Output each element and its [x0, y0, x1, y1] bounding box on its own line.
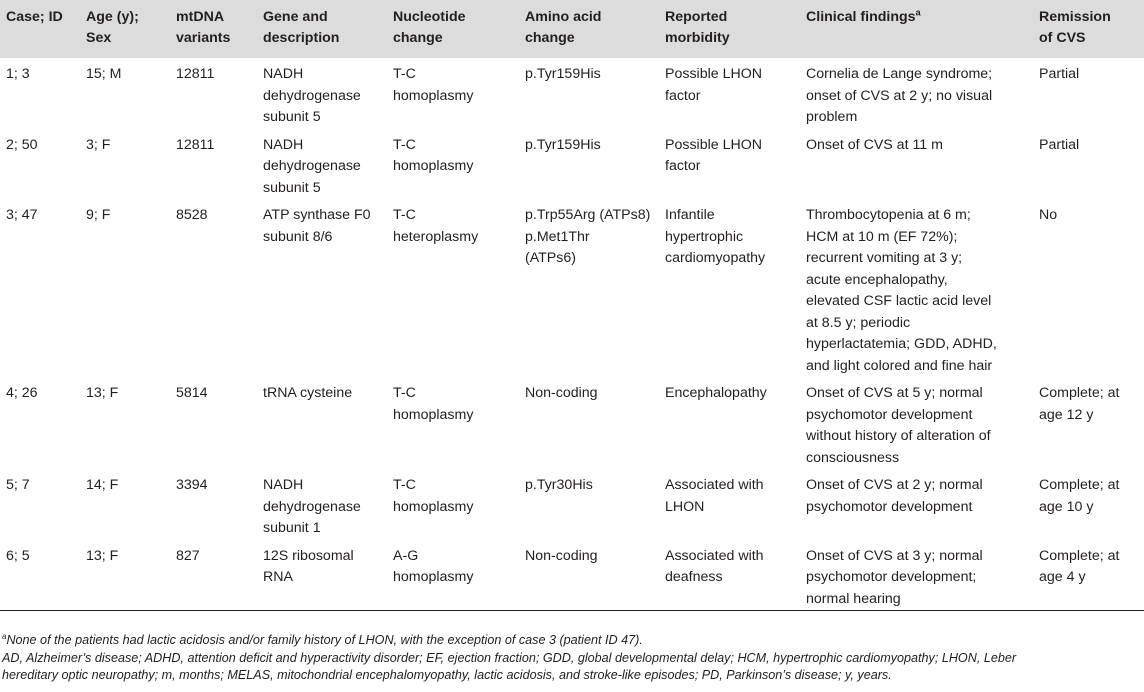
amino-acid-change-cell [519, 469, 659, 540]
mtdna-variant-cell: 5814 [176, 385, 208, 401]
cell-line: Onset of CVS at 11 m [806, 136, 943, 153]
cell-line: cardiomyopathy [665, 250, 766, 266]
cell-line: NADH [263, 136, 304, 153]
reported-morbidity-cell [659, 129, 800, 200]
cell-line: age 12 y [1039, 406, 1094, 423]
column-header-line: Reported [665, 9, 728, 25]
abbreviations-line-1: AD, Alzheimer’s disease; ADHD, attention deficit and hyperactivity disorder; EF, ejection fraction; GDD, global developmental delay; HCM, hypertrophic cardiomyopathy; LHON, Leber [2, 650, 1017, 665]
cell-line: recurrent vomiting at 3 y; [806, 250, 963, 266]
cell-line: No [1039, 207, 1058, 223]
age-sex-cell: 13; F [80, 540, 170, 611]
column-header-text: Clinical findings [806, 9, 916, 25]
column-header [387, 0, 519, 58]
cell-line: factor [665, 87, 701, 104]
clinical-findings-cell [800, 58, 1033, 129]
remission-cell [1033, 377, 1144, 469]
case-id-cell: 4; 26 [6, 385, 38, 401]
cell-line: ATP synthase F0 [263, 207, 371, 223]
column-header-line [806, 7, 1029, 28]
mtdna-variant-cell: 12811 [176, 66, 215, 82]
cell-line: Possible LHON [665, 136, 762, 153]
cell-line: elevated CSF lactic acid level [806, 293, 992, 309]
cell-line: RNA [263, 569, 293, 585]
header-row [0, 0, 1144, 58]
nucleotide-change-cell [387, 377, 519, 469]
cell-line: tRNA cysteine [263, 385, 353, 401]
case-id-cell: 5; 7 [6, 477, 30, 493]
remission-cell [1033, 199, 1144, 377]
gene-description-cell [257, 58, 387, 129]
column-header [1033, 0, 1144, 58]
clinical-findings-cell [800, 129, 1033, 200]
cell-line: (ATPs6) [525, 250, 576, 266]
case-id-cell: 1; 3 [6, 66, 30, 82]
column-header [0, 0, 80, 58]
cell-line: NADH [263, 477, 304, 493]
cell-line: Onset of CVS at 2 y; normal [806, 477, 983, 493]
age-sex-cell: 3; F [86, 136, 111, 153]
reported-morbidity-cell [659, 377, 800, 469]
cell-line: subunit 5 [263, 179, 321, 196]
cell-line: T-C [393, 477, 416, 493]
column-header-line: Remission [1039, 9, 1111, 25]
cell-line: acute encephalopathy, [806, 271, 948, 288]
cell-line: age 4 y [1039, 569, 1086, 585]
cell-line: subunit 5 [263, 109, 321, 125]
footnote-a-marker: a [2, 631, 7, 641]
remission-cell [1033, 129, 1144, 200]
table-header [0, 0, 1144, 58]
cell-line: Cornelia de Lange syndrome; [806, 66, 993, 82]
cell-line: factor [665, 158, 701, 174]
footnote-marker: a [915, 7, 921, 18]
cell-line: psychomotor development [806, 406, 973, 423]
amino-acid-change-cell [519, 58, 659, 129]
age-sex-cell: 15; M [86, 66, 122, 82]
column-header-line: Amino acid [525, 9, 602, 25]
cell-line: Complete; at [1039, 385, 1120, 401]
column-header-line: of CVS [1039, 30, 1086, 46]
cell-line: p.Tyr30His [525, 477, 593, 493]
column-header-line: change [525, 30, 575, 46]
cell-line: age 10 y [1039, 498, 1094, 515]
cell-line: at 8.5 y; periodic [806, 314, 911, 331]
cell-line: homoplasmy [393, 498, 474, 515]
cell-line: problem [806, 109, 858, 125]
cell-line: A-G [393, 547, 419, 564]
cell-line: and light colored and fine hair [806, 357, 993, 374]
column-header-line: description [263, 30, 340, 46]
mtdna-variant-cell: 8528 [176, 207, 208, 223]
cell-line: hyperlactatemia; GDD, ADHD, [806, 336, 997, 352]
cell-line: deafness [665, 569, 723, 585]
nucleotide-change-cell [387, 469, 519, 540]
cell-line: Associated with [665, 547, 764, 564]
nucleotide-change-cell [387, 58, 519, 129]
cell-line: Possible LHON [665, 66, 762, 82]
cell-line: dehydrogenase [263, 158, 361, 174]
gene-description-cell [257, 129, 387, 200]
age-sex-cell: 9; F [86, 207, 111, 223]
nucleotide-change-cell [387, 540, 519, 611]
table-row [0, 58, 1144, 129]
cell-line: Non-coding [525, 547, 598, 564]
abbreviations-line-2: hereditary optic neuropathy; m, months; MELAS, mitochondrial encephalomyopathy, lactic acidosis, and stroke-like episodes; PD, Parkinson’s disease; y, years. [2, 668, 892, 682]
table-row [0, 377, 1144, 469]
column-header-line: variants [176, 30, 231, 46]
cell-line: p.Tyr159His [525, 66, 601, 82]
gene-description-cell [257, 377, 387, 469]
column-header [659, 0, 800, 58]
column-header-line: Nucleotide [393, 9, 466, 25]
amino-acid-change-cell [519, 129, 659, 200]
cell-line: Onset of CVS at 5 y; normal [806, 385, 983, 401]
cell-line: homoplasmy [393, 158, 474, 174]
column-header-line: Age (y); [86, 9, 139, 25]
cell-line: Onset of CVS at 3 y; normal [806, 547, 983, 564]
cell-line: dehydrogenase [263, 87, 361, 104]
cell-line: T-C [393, 136, 416, 153]
reported-morbidity-cell [659, 540, 800, 611]
age-sex-cell: 13; F [86, 385, 119, 401]
nucleotide-change-cell [387, 199, 519, 377]
reported-morbidity-cell [659, 199, 800, 377]
cell-line: Non-coding [525, 385, 598, 401]
mtdna-variant-cell: 827 [170, 540, 257, 611]
column-header-line: morbidity [665, 30, 730, 46]
column-header-line: Gene and [263, 9, 328, 25]
gene-description-cell [257, 540, 387, 611]
clinical-findings-cell [800, 377, 1033, 469]
column-header-line: mtDNA [176, 9, 225, 25]
clinical-findings-cell [800, 199, 1033, 377]
cell-line: Thrombocytopenia at 6 m; [806, 207, 971, 223]
remission-cell [1033, 540, 1144, 611]
cell-line: homoplasmy [393, 87, 474, 104]
cell-line: homoplasmy [393, 569, 474, 585]
cell-line: 12S ribosomal [263, 547, 354, 564]
table-row [0, 469, 1144, 540]
cell-line: T-C [393, 66, 416, 82]
cell-line: psychomotor development; [806, 569, 977, 585]
column-header [257, 0, 387, 58]
column-header [80, 0, 170, 58]
table-row [0, 199, 1144, 377]
table-body [0, 58, 1144, 611]
cell-line: Associated with [665, 477, 764, 493]
reported-morbidity-cell [659, 58, 800, 129]
footnote-a-text: None of the patients had lactic acidosis and/or family history of LHON, with the exception of case 3 (patient ID 47). [6, 633, 643, 647]
column-header-line: Case; ID [6, 9, 63, 25]
reported-morbidity-cell [659, 469, 800, 540]
column-header-line: change [393, 30, 443, 46]
amino-acid-change-cell [519, 540, 659, 611]
column-header [800, 0, 1033, 58]
cell-line: heteroplasmy [393, 228, 479, 245]
clinical-findings-cell [800, 469, 1033, 540]
gene-description-cell [257, 199, 387, 377]
cell-line: dehydrogenase [263, 498, 361, 515]
table-footnotes [2, 632, 1142, 685]
footnote-a [2, 632, 1142, 650]
age-sex-cell: 14; F [86, 477, 119, 493]
cell-line: onset of CVS at 2 y; no visual [806, 87, 993, 104]
case-id-cell: 2; 50 [6, 136, 38, 153]
cell-line: Partial [1039, 136, 1080, 153]
column-header [170, 0, 257, 58]
cell-line: Infantile [665, 207, 715, 223]
cell-line: p.Tyr159His [525, 136, 601, 153]
cell-line: Complete; at [1039, 547, 1120, 564]
cell-line: HCM at 10 m (EF 72%); [806, 228, 958, 245]
remission-cell [1033, 469, 1144, 540]
cell-line: p.Trp55Arg (ATPs8) [525, 207, 651, 223]
column-header-line: Sex [86, 30, 112, 46]
cell-line: subunit 1 [263, 520, 321, 536]
case-id-cell: 6; 5 [0, 540, 80, 611]
cell-line: consciousness [806, 449, 900, 466]
cell-line: homoplasmy [393, 406, 474, 423]
cell-line: Encephalopathy [665, 385, 767, 401]
gene-description-cell [257, 469, 387, 540]
remission-cell [1033, 58, 1144, 129]
nucleotide-change-cell [387, 129, 519, 200]
mtdna-variant-cell: 12811 [176, 136, 215, 153]
cell-line: psychomotor development [806, 498, 973, 515]
table-row [0, 129, 1144, 200]
cell-line: Complete; at [1039, 477, 1120, 493]
clinical-findings-cell [800, 540, 1033, 611]
cell-line: normal hearing [806, 590, 901, 607]
cell-line: without history of alteration of [806, 428, 991, 444]
cell-line: Partial [1039, 66, 1080, 82]
cell-line: T-C [393, 385, 416, 401]
cell-line: NADH [263, 66, 304, 82]
amino-acid-change-cell [519, 199, 659, 377]
mtdna-variant-cell: 3394 [176, 477, 208, 493]
cell-line: hypertrophic [665, 228, 744, 245]
cell-line: LHON [665, 498, 705, 515]
cell-line: subunit 8/6 [263, 228, 333, 245]
column-header [519, 0, 659, 58]
case-id-cell: 3; 47 [6, 207, 38, 223]
table-row [0, 540, 1144, 611]
cell-line: T-C [393, 207, 416, 223]
cell-line: p.Met1Thr [525, 228, 590, 245]
amino-acid-change-cell [519, 377, 659, 469]
